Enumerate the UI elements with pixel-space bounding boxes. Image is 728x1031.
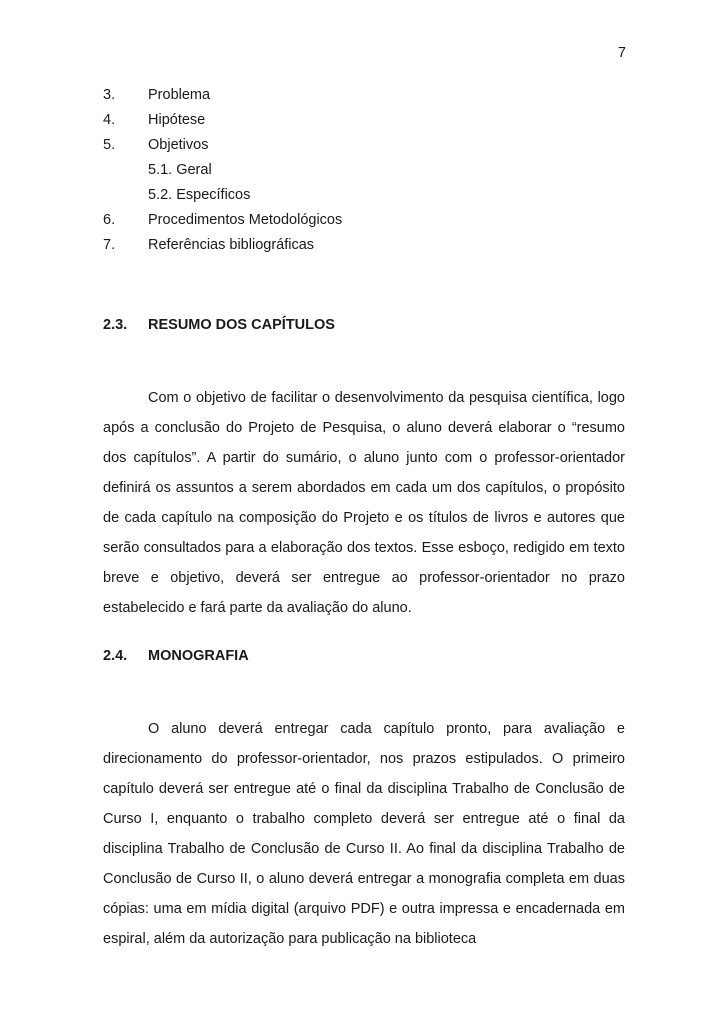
- section-number: 2.3.: [103, 317, 128, 333]
- list-item-label: 5.2. Específicos: [148, 187, 251, 203]
- section-paragraph: Com o objetivo de facilitar o desenvolvimento da pesquisa científica, logo após a conclusão do Projeto de Pesquisa, o aluno deverá elaborar o “resumo dos capítulos”. A partir do sumário, o aluno junto com o professor-orientador definirá os assuntos a serem abordados em cada um dos capítulos, o propósito de cada capítulo na composição do Projeto e os títulos de livros e autores que serão consultados para a elaboração dos textos. Esse esboço, redigido em texto breve e objetivo, deverá ser entregue ao professor-orientador no prazo estabelecido e fará parte da avaliação do aluno.: [103, 390, 625, 616]
- list-subitem: [103, 161, 633, 186]
- page-number: 7: [617, 45, 626, 61]
- list-item-number: 7.: [103, 237, 116, 253]
- outline-list: [103, 86, 633, 261]
- list-item: [103, 211, 633, 236]
- list-item-number: 6.: [103, 212, 116, 228]
- list-item-label: 5.1. Geral: [148, 162, 212, 178]
- list-subitem: [103, 186, 633, 211]
- list-item-label: Problema: [148, 87, 211, 103]
- list-item-number: 3.: [103, 87, 116, 103]
- list-item-label: Referências bibliográficas: [148, 237, 315, 253]
- section-title: RESUMO DOS CAPÍTULOS: [148, 317, 335, 333]
- list-item: [103, 136, 633, 161]
- section-paragraph: O aluno deverá entregar cada capítulo pronto, para avaliação e direcionamento do professor-orientador, nos prazos estipulados. O primeiro capítulo deverá ser entregue até o final da disciplina Trabalho de Conclusão de Curso I, enquanto o trabalho completo deverá ser entregue até o final da disciplina Trabalho de Conclusão de Curso II. Ao final da disciplina Trabalho de Conclusão de Curso II, o aluno deverá entregar a monografia completa em duas cópias: uma em mídia digital (arquivo PDF) e outra impressa e encadernada em espiral, além da autorização para publicação na biblioteca: [103, 721, 625, 947]
- list-item-number: 5.: [103, 137, 116, 153]
- list-item: [103, 111, 633, 136]
- list-item: [103, 236, 633, 261]
- list-item-number: 4.: [103, 112, 116, 128]
- list-item-label: Procedimentos Metodológicos: [148, 212, 343, 228]
- list-item: [103, 86, 633, 111]
- section-number: 2.4.: [103, 648, 128, 664]
- list-item-label: Hipótese: [148, 112, 206, 128]
- list-item-label: Objetivos: [148, 137, 209, 153]
- section-title: MONOGRAFIA: [148, 648, 249, 664]
